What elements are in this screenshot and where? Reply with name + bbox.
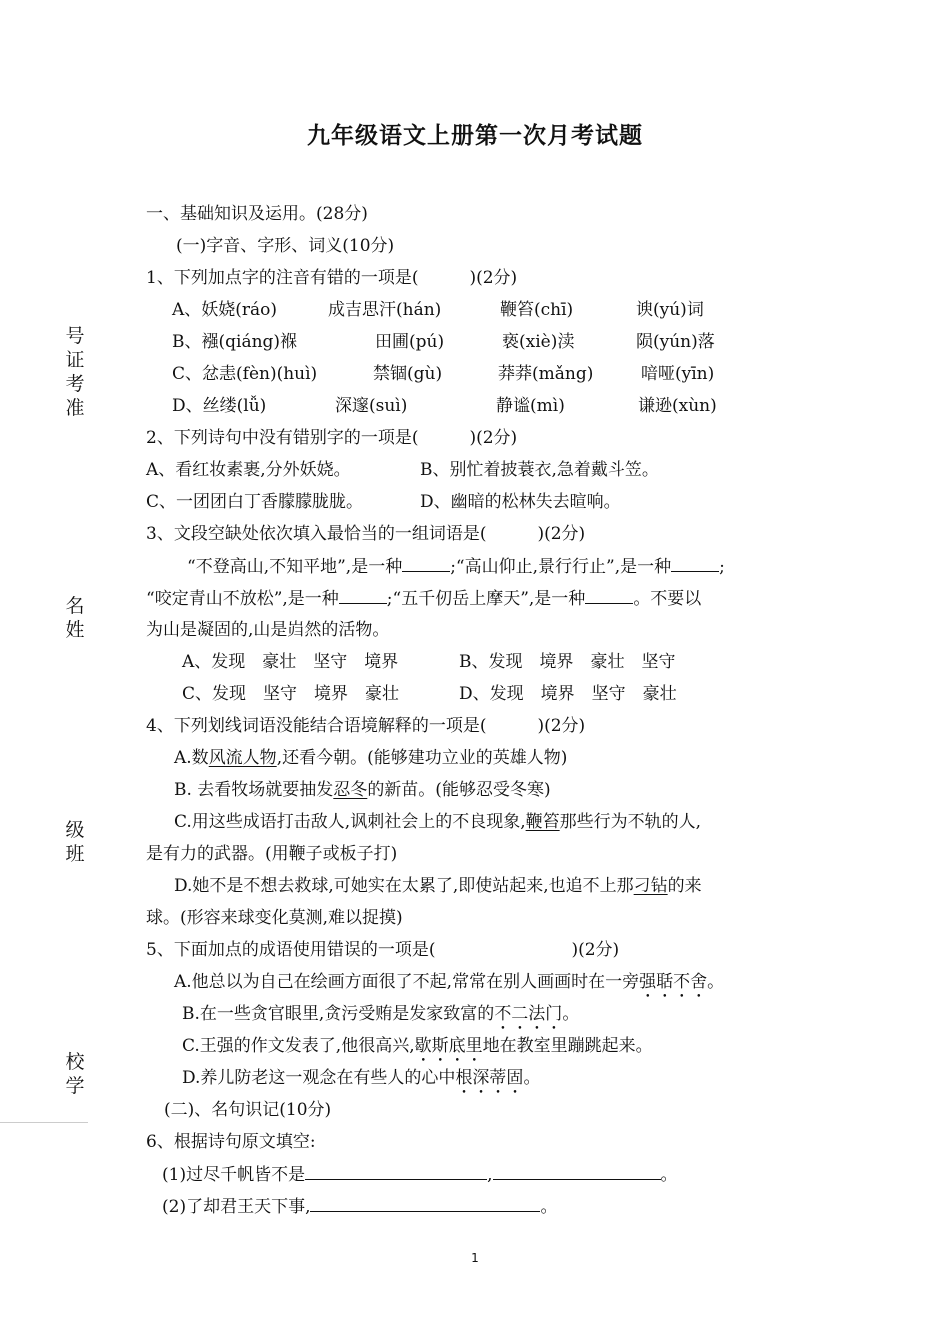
dotted-idiom: 歇斯底里 (414, 1036, 483, 1056)
q2-option-c: C、一团团白丁香朦朦胧胧。 (146, 492, 364, 512)
q4-option-c-cont: 是有力的武器。(用鞭子或板子打) (146, 844, 398, 864)
q5-option-b: B.在一些贪官眼里,贪污受贿是发家致富的不二法门。 (182, 1004, 580, 1024)
dotted-idiom: 强聒不舍 (639, 972, 708, 992)
q3-option-c: C、发现 坚守 境界 豪壮 (182, 684, 400, 704)
q1-option-d-item: 谦逊(xùn) (638, 396, 717, 416)
q3-blank-1[interactable] (402, 555, 450, 572)
q1-option-d-item: 静谧(mì) (496, 396, 565, 416)
q6-blank-3[interactable] (310, 1195, 540, 1212)
q2-option-a: A、看红妆素裹,分外妖娆。 (146, 460, 351, 480)
q3-passage-line1: “不登高山,不知平地”,是一种 ;“高山仰止,景行行止”,是一种 ; (187, 557, 725, 577)
section1-heading: 一、基础知识及运用。(28分) (146, 204, 368, 224)
q1-option-c-item: 喑哑(yīn) (641, 364, 715, 384)
q2-stem: 2、下列诗句中没有错别字的一项是( )(2分) (146, 428, 518, 448)
q4-option-a: A.数风流人物,还看今朝。(能够建功立业的英雄人物) (174, 748, 568, 768)
q2-option-d: D、幽暗的松林失去暄响。 (420, 492, 621, 512)
q1-option-d: D、丝缕(lǚ) (172, 396, 267, 416)
q1-option-a-item: 成吉思汗(hán) (328, 300, 442, 320)
q1-option-b-item: 田圃(pú) (375, 332, 445, 352)
q4-option-d-cont: 球。(形容来球变化莫测,难以捉摸) (146, 908, 403, 928)
subsection1-heading: (一)字音、字形、词义(10分) (176, 236, 395, 256)
q2-option-b: B、别忙着披蓑衣,急着戴斗笠。 (420, 460, 659, 480)
q3-passage-line2: “咬定青山不放松”,是一种 ;“五千仞岳上摩天”,是一种 。不要以 (146, 589, 702, 609)
q4-option-d: D.她不是不想去救球,可她实在太累了,即使站起来,也追不上那刁钻的来 (174, 876, 702, 896)
page-number: 1 (471, 1251, 479, 1265)
q1-option-c: C、忿恚(fèn)(huì) (172, 364, 318, 384)
q5-option-d: D.养儿防老这一观念在有些人的心中根深蒂固。 (182, 1068, 541, 1088)
q3-option-b: B、发现 境界 豪壮 坚守 (459, 652, 676, 672)
q3-blank-4[interactable] (585, 587, 633, 604)
q1-option-a-item: 鞭笞(chī) (500, 300, 574, 320)
q6-blank-1[interactable] (305, 1163, 487, 1180)
q3-option-d: D、发现 境界 坚守 豪壮 (459, 684, 677, 704)
side-label-school: 校 学 (65, 1051, 85, 1097)
q3-blank-3[interactable] (339, 587, 387, 604)
q4-option-c: C.用这些成语打击敌人,讽刺社会上的不良现象,鞭笞那些行为不轨的人, (174, 812, 702, 832)
q1-option-c-item: 莽莽(mǎng) (498, 364, 594, 384)
q6-item-1: (1)过尽千帆皆不是 , 。 (162, 1165, 678, 1185)
underlined-term: 刁钻 (633, 876, 668, 896)
q1-option-c-item: 禁锢(gù) (373, 364, 443, 384)
side-label-class: 级 班 (65, 819, 85, 865)
q1-option-b-item: 陨(yún)落 (636, 332, 715, 352)
side-label-exam-number: 号 证 考 准 (65, 325, 85, 419)
underlined-term: 忍冬 (333, 780, 368, 800)
subsection2-heading: (二)、名句识记(10分) (164, 1100, 332, 1120)
dotted-idiom: 根深蒂固 (455, 1068, 524, 1088)
side-divider (0, 1122, 88, 1123)
q5-option-c: C.王强的作文发表了,他很高兴,歇斯底里地在教室里蹦跳起来。 (182, 1036, 653, 1056)
q3-stem: 3、文段空缺处依次填入最恰当的一组词语是( )(2分) (146, 524, 586, 544)
q5-stem: 5、下面加点的成语使用错误的一项是( )(2分) (146, 940, 620, 960)
q6-stem: 6、根据诗句原文填空: (146, 1132, 316, 1152)
q1-option-b-item: 亵(xiè)渎 (502, 332, 575, 352)
q3-option-a: A、发现 豪壮 坚守 境界 (182, 652, 399, 672)
underlined-term: 鞭笞 (525, 812, 560, 832)
q3-blank-2[interactable] (671, 555, 719, 572)
dotted-idiom: 不二法门 (494, 1004, 563, 1024)
q3-passage-line3: 为山是凝固的,山是岿然的活物。 (146, 620, 390, 640)
q1-option-a-item: 谀(yú)词 (636, 300, 704, 320)
page-title: 九年级语文上册第一次月考试题 (307, 123, 643, 149)
q1-option-d-item: 深邃(suì) (335, 396, 408, 416)
q4-stem: 4、下列划线词语没能结合语境解释的一项是( )(2分) (146, 716, 586, 736)
q1-option-a: A、妖娆(ráo) (172, 300, 278, 320)
q5-option-a: A.他总以为自己在绘画方面很了不起,常常在别人画画时在一旁强聒不舍。 (174, 972, 725, 992)
underlined-term: 风流人物 (208, 748, 277, 768)
q1-stem: 1、下列加点字的注音有错的一项是( )(2分) (146, 268, 518, 288)
side-label-name: 名 姓 (65, 595, 85, 641)
q1-option-b: B、襁(qiáng)褓 (172, 332, 298, 352)
q6-item-2: (2)了却君王天下事, 。 (162, 1197, 558, 1217)
q4-option-b: B. 去看牧场就要抽发忍冬的新苗。(能够忍受冬寒) (174, 780, 551, 800)
q6-blank-2[interactable] (493, 1163, 661, 1180)
